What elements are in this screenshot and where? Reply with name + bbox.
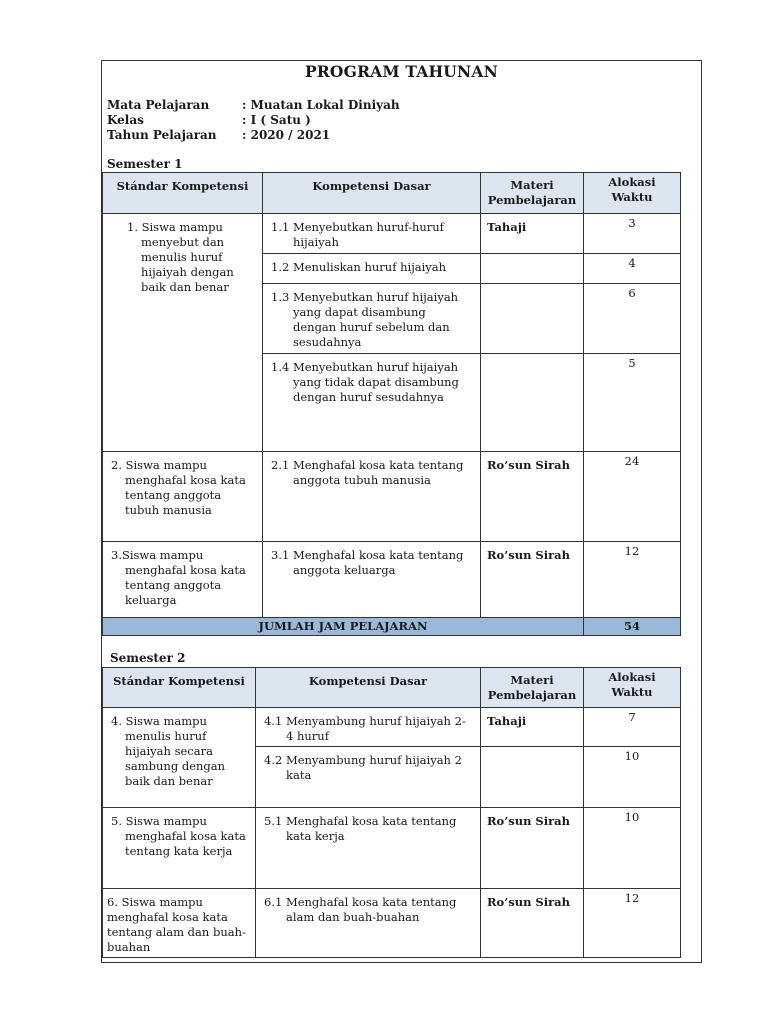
kd-cell	[256, 747, 481, 808]
info-value-year: : 2020 / 2021	[242, 128, 331, 142]
materi-cell	[481, 747, 584, 808]
info-value-class: : I ( Satu )	[242, 113, 311, 127]
header-kd: Kompetensi Dasar	[263, 173, 481, 214]
sk-text: 5. Siswa mampu menghafal kosa kata tentang kata kerja	[111, 814, 246, 858]
kd-cell	[263, 354, 481, 452]
table-row	[103, 808, 681, 889]
sk-cell	[103, 452, 263, 542]
kd-cell	[256, 708, 481, 747]
kd-text: 5.1 Menghafal kosa kata tentang kata kerja	[264, 814, 457, 843]
header-alokasi	[584, 668, 681, 708]
table-row	[103, 214, 681, 254]
sk-cell	[103, 214, 263, 452]
total-value: 54	[584, 618, 681, 636]
info-values	[242, 98, 400, 143]
info-label-year: Tahun Pelajaran	[107, 128, 217, 142]
kd-cell	[256, 889, 481, 958]
semester-1-header-row	[103, 173, 681, 214]
sk-text: 3.Siswa mampu menghafal kosa kata tentang anggota keluarga	[111, 548, 246, 607]
materi-cell	[481, 284, 584, 354]
kd-cell	[263, 214, 481, 254]
semester-1-label: Semester 1	[107, 157, 183, 171]
sk-cell	[103, 808, 256, 889]
info-value-subject: : Muatan Lokal Diniyah	[242, 98, 400, 112]
kd-text: 1.4 Menyebutkan huruf hijaiyah yang tidak dapat disambung dengan huruf sesudahnya	[271, 360, 459, 404]
sk-text: 6. Siswa mampu menghafal kosa kata tentang alam dan buah-buahan	[107, 895, 246, 954]
alokasi-cell: 12	[584, 542, 681, 618]
kd-text: 4.1 Menyambung huruf hijaiyah 2-4 huruf	[264, 714, 466, 743]
materi-cell: Ro’sun Sirah	[481, 889, 584, 958]
materi-cell	[481, 354, 584, 452]
header-alokasi-line1: Alokasi	[608, 175, 656, 189]
alokasi-cell: 10	[584, 747, 681, 808]
materi-cell: Ro’sun Sirah	[481, 542, 584, 618]
kd-text: 6.1 Menghafal kosa kata tentang alam dan buah-buahan	[264, 895, 457, 924]
kd-text: 1.1 Menyebutkan huruf-huruf hijaiyah	[271, 220, 444, 249]
materi-cell	[481, 254, 584, 284]
kd-text: 1.3 Menyebutkan huruf hijaiyah yang dapat disambung dengan huruf sebelum dan sesudahnya	[271, 290, 459, 349]
alokasi-cell: 4	[584, 254, 681, 284]
kd-text: 4.2 Menyambung huruf hijaiyah 2 kata	[264, 753, 462, 782]
header-kd: Kompetensi Dasar	[256, 668, 481, 708]
alokasi-cell: 5	[584, 354, 681, 452]
header-materi	[481, 173, 584, 214]
semester-2-header-row	[103, 668, 681, 708]
kd-cell	[263, 254, 481, 284]
kd-text: 3.1 Menghafal kosa kata tentang anggota keluarga	[271, 548, 464, 577]
sk-cell	[103, 708, 256, 808]
header-materi-line1: Materi	[510, 672, 554, 687]
table-row	[103, 708, 681, 747]
header-alokasi-line2: Waktu	[611, 685, 653, 699]
alokasi-cell: 24	[584, 452, 681, 542]
info-labels	[107, 98, 217, 143]
materi-cell: Tahaji	[481, 708, 584, 747]
kd-cell	[263, 542, 481, 618]
table-row	[103, 889, 681, 958]
alokasi-cell: 3	[584, 214, 681, 254]
sk-cell	[103, 542, 263, 618]
kd-cell	[263, 452, 481, 542]
header-alokasi	[584, 173, 681, 214]
alokasi-cell: 12	[584, 889, 681, 958]
header-materi	[481, 668, 584, 708]
kd-cell	[263, 284, 481, 354]
materi-cell: Ro’sun Sirah	[481, 808, 584, 889]
table-row	[103, 542, 681, 618]
alokasi-cell: 10	[584, 808, 681, 889]
materi-cell: Tahaji	[481, 214, 584, 254]
info-label-subject: Mata Pelajaran	[107, 98, 210, 112]
total-row	[103, 618, 681, 636]
sk-text: 4. Siswa mampu menulis huruf hijaiyah secara sambung dengan baik dan benar	[111, 714, 226, 788]
sk-text: 1. Siswa mampu menyebut dan menulis huruf hijaiyah dengan baik dan benar	[127, 220, 234, 294]
info-label-class: Kelas	[107, 113, 144, 127]
header-alokasi-line2: Waktu	[611, 190, 653, 204]
alokasi-cell: 6	[584, 284, 681, 354]
semester-1-table	[102, 172, 681, 636]
header-materi-line2: Pembelajaran	[487, 687, 577, 702]
total-label: JUMLAH JAM PELAJARAN	[103, 618, 584, 636]
sk-text: 2. Siswa mampu menghafal kosa kata tentang anggota tubuh manusia	[111, 458, 246, 517]
kd-cell	[256, 808, 481, 889]
sk-cell	[103, 889, 256, 958]
kd-text: 1.2 Menuliskan huruf hijaiyah	[271, 260, 447, 274]
header-sk: Stándar Kompetensi	[103, 173, 263, 214]
semester-2-label: Semester 2	[110, 651, 186, 665]
table-row	[103, 452, 681, 542]
header-sk: Stándar Kompetensi	[103, 668, 256, 708]
kd-text: 2.1 Menghafal kosa kata tentang anggota tubuh manusia	[271, 458, 464, 487]
header-materi-line1: Materi	[510, 178, 554, 192]
materi-cell: Ro’sun Sirah	[481, 452, 584, 542]
alokasi-cell: 7	[584, 708, 681, 747]
header-alokasi-line1: Alokasi	[608, 670, 656, 684]
semester-2-table	[102, 667, 681, 958]
page-title: PROGRAM TAHUNAN	[305, 62, 498, 81]
header-materi-line2: Pembelajaran	[487, 193, 577, 207]
